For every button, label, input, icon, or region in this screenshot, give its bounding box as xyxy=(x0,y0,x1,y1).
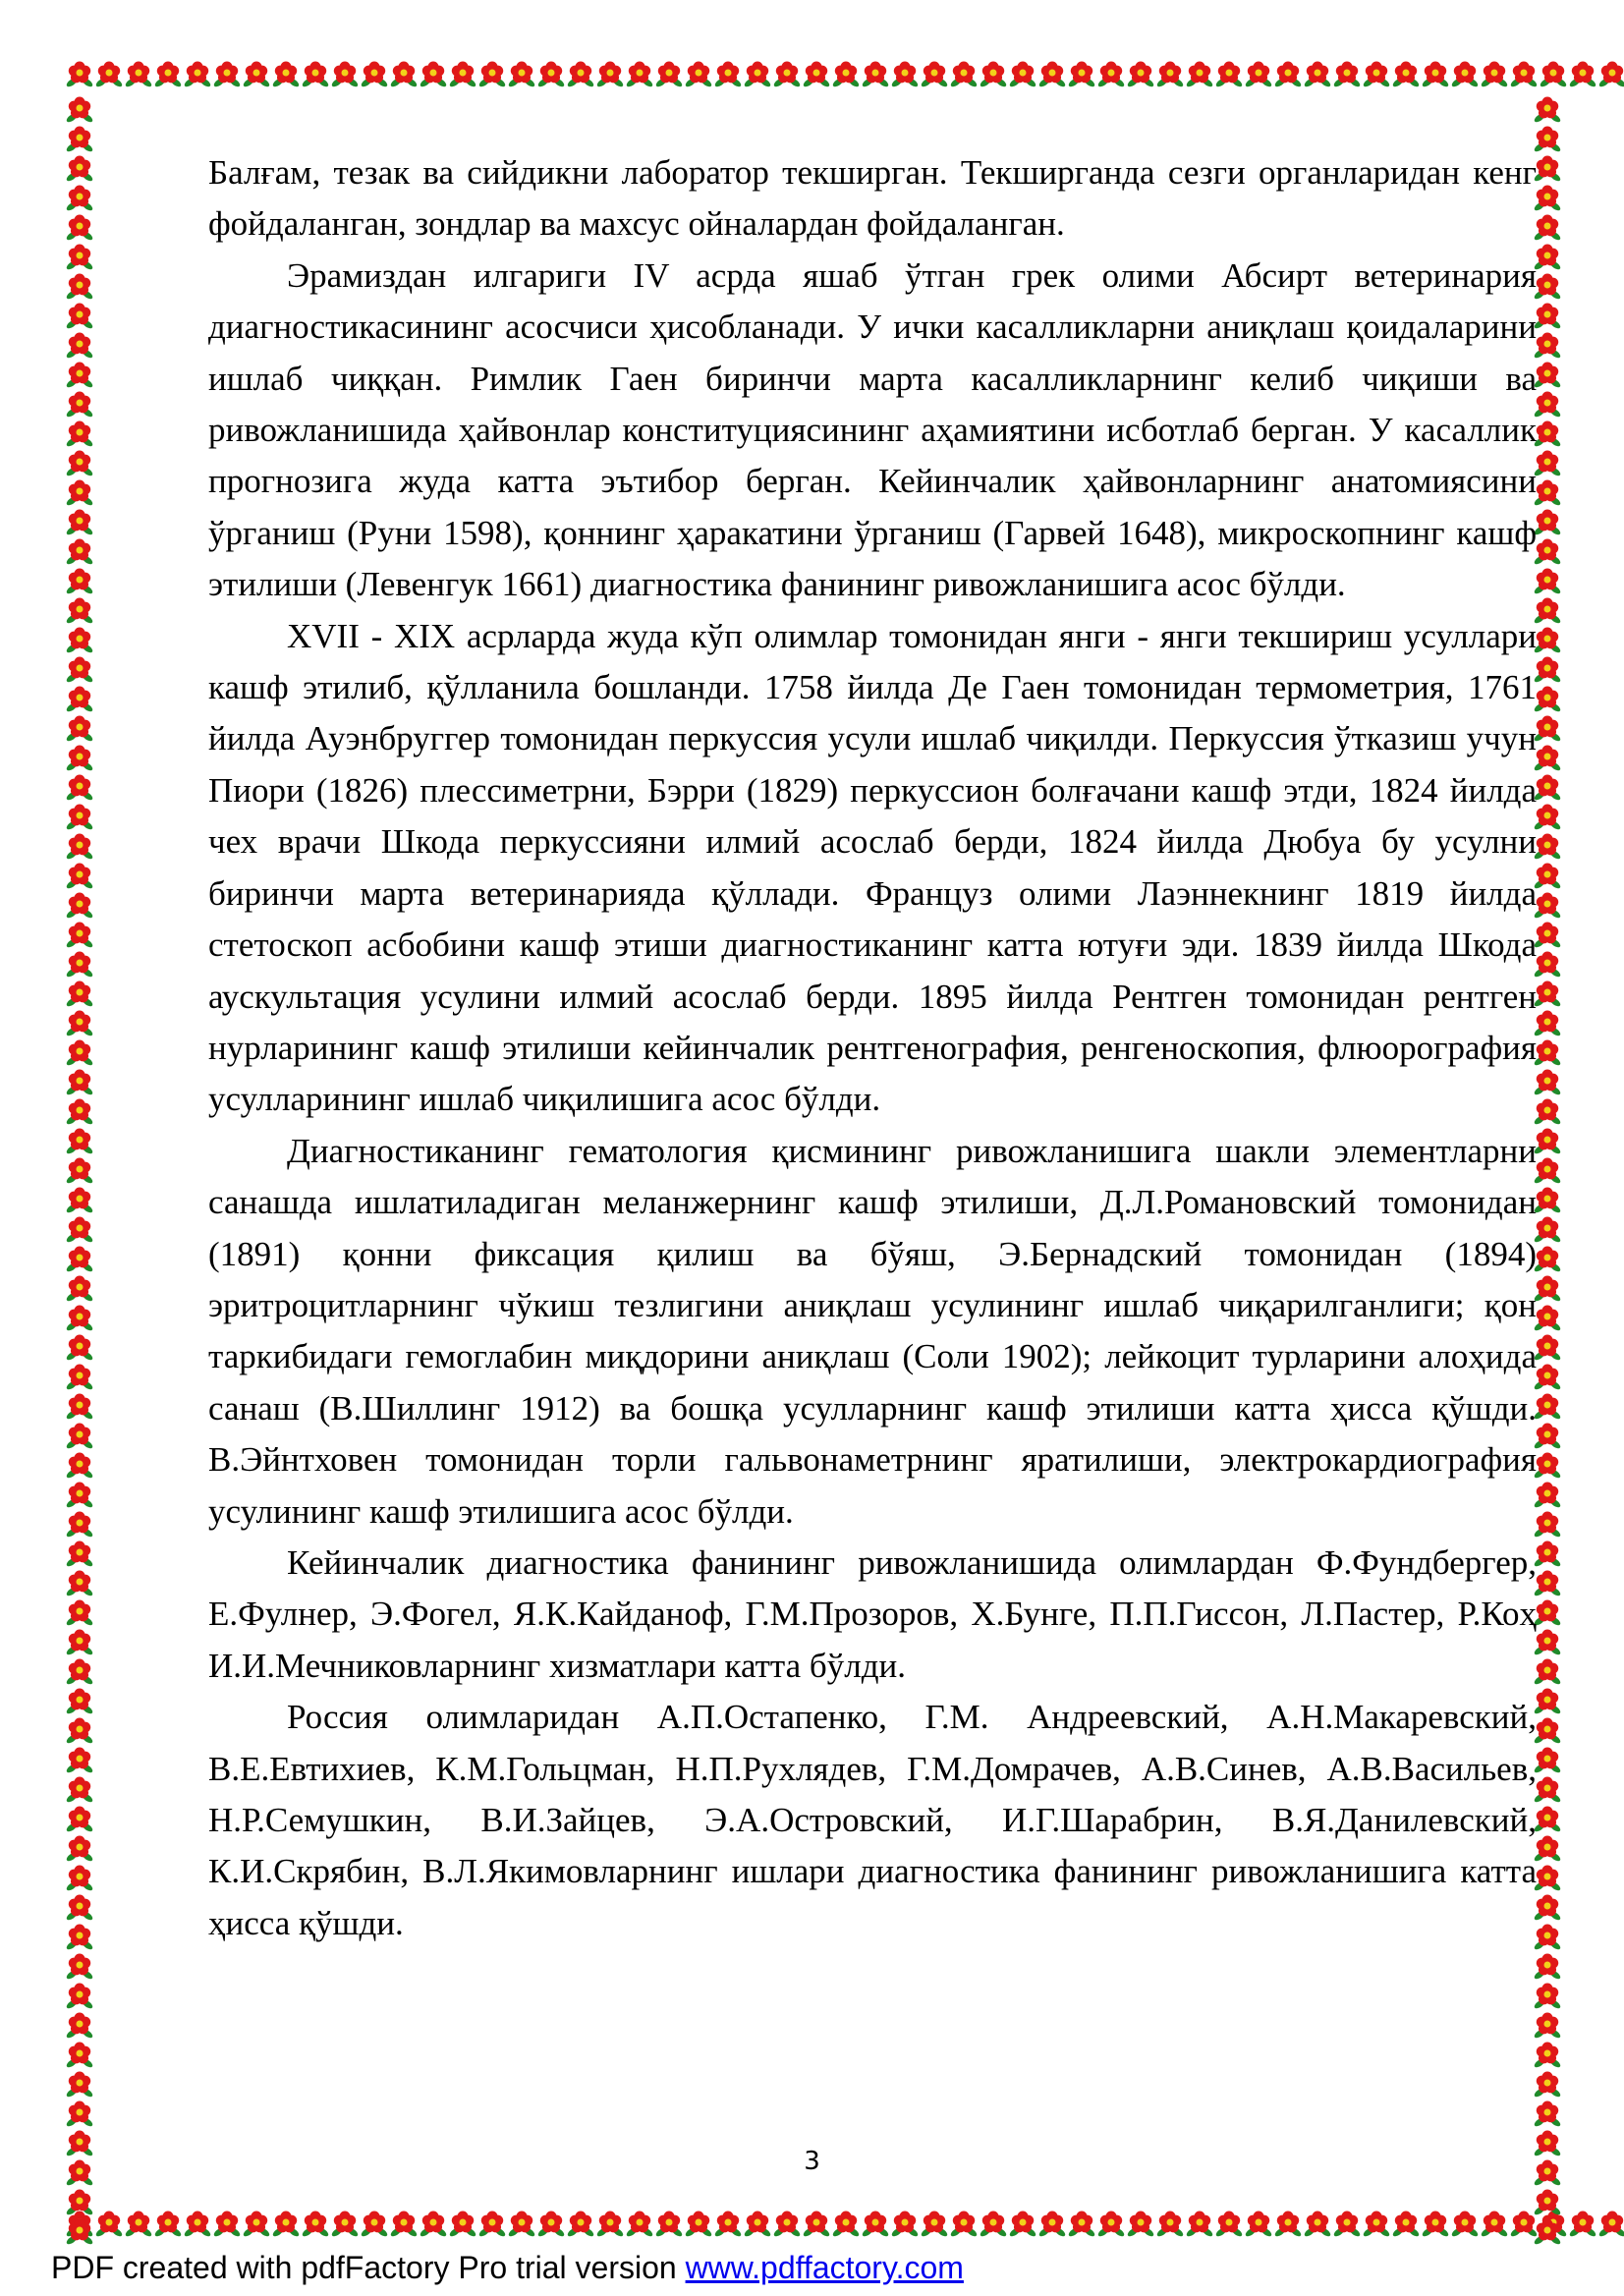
paragraph-5: Кейинчалик диагностика фанининг ривожланишида олимлардан Ф.Фундбергер, Е.Фулнер, Э.Фогел, Я.К.Кайданоф, Г.М.Прозоров, Х.Бунге, П.П.Гиссон, Л.Пастер, Р.Коҳ И.И.Мечниковларнинг хизматлари катта бўлди. xyxy=(208,1542,1537,1685)
red-flower-icon xyxy=(1533,1155,1562,1185)
red-flower-icon xyxy=(1244,2209,1273,2238)
red-flower-icon xyxy=(1533,153,1562,183)
red-flower-icon xyxy=(124,2209,153,2238)
red-flower-icon xyxy=(949,2209,979,2238)
red-flower-icon xyxy=(595,2209,625,2238)
red-flower-icon xyxy=(360,2209,389,2238)
red-flower-icon xyxy=(65,1037,94,1067)
red-flower-icon xyxy=(831,2209,861,2238)
red-flower-icon xyxy=(1568,2209,1597,2238)
red-flower-icon xyxy=(1533,2010,1562,2040)
red-flower-icon xyxy=(1303,59,1332,88)
red-flower-icon xyxy=(65,59,94,88)
red-flower-icon xyxy=(65,1863,94,1892)
red-flower-icon xyxy=(1533,772,1562,802)
red-flower-icon xyxy=(65,94,94,124)
red-flower-icon xyxy=(1533,477,1562,507)
red-flower-icon xyxy=(212,2209,242,2238)
red-flower-icon xyxy=(183,59,212,88)
red-flower-icon xyxy=(65,1421,94,1450)
red-flower-icon xyxy=(1533,448,1562,477)
red-flower-icon xyxy=(65,1362,94,1391)
red-flower-icon xyxy=(65,1892,94,1922)
red-flower-icon xyxy=(1533,2187,1562,2216)
red-flower-icon xyxy=(566,2209,595,2238)
red-flower-icon xyxy=(772,2209,802,2238)
red-flower-icon xyxy=(65,448,94,477)
red-flower-icon xyxy=(1008,2209,1037,2238)
red-flower-icon xyxy=(1533,713,1562,743)
red-flower-icon xyxy=(1533,1450,1562,1480)
red-flower-icon xyxy=(1533,301,1562,330)
red-flower-icon xyxy=(979,2209,1008,2238)
red-flower-icon xyxy=(65,212,94,242)
red-flower-icon xyxy=(1533,1568,1562,1597)
red-flower-icon xyxy=(1332,59,1362,88)
red-flower-icon xyxy=(1533,566,1562,595)
red-flower-icon xyxy=(1533,1244,1562,1273)
border-right xyxy=(1533,94,1568,2209)
red-flower-icon xyxy=(183,2209,212,2238)
red-flower-icon xyxy=(1533,124,1562,153)
red-flower-icon xyxy=(1273,2209,1303,2238)
red-flower-icon xyxy=(1533,861,1562,890)
red-flower-icon xyxy=(1533,1892,1562,1922)
red-flower-icon xyxy=(1533,2216,1562,2246)
red-flower-icon xyxy=(65,1745,94,1774)
red-flower-icon xyxy=(65,743,94,772)
red-flower-icon xyxy=(1533,183,1562,212)
red-flower-icon xyxy=(802,2209,831,2238)
red-flower-icon xyxy=(65,2216,94,2246)
red-flower-icon xyxy=(1533,2099,1562,2128)
red-flower-icon xyxy=(65,1273,94,1303)
red-flower-icon xyxy=(65,1774,94,1804)
red-flower-icon xyxy=(507,59,536,88)
border-top xyxy=(65,59,1568,94)
red-flower-icon xyxy=(1067,2209,1096,2238)
red-flower-icon xyxy=(65,802,94,831)
red-flower-icon xyxy=(743,2209,772,2238)
red-flower-icon xyxy=(301,2209,330,2238)
red-flower-icon xyxy=(65,389,94,419)
red-flower-icon xyxy=(65,1244,94,1273)
red-flower-icon xyxy=(65,1686,94,1715)
footer-text: PDF created with pdfFactory Pro trial version xyxy=(51,2250,686,2285)
red-flower-icon xyxy=(242,59,271,88)
red-flower-icon xyxy=(242,2209,271,2238)
red-flower-icon xyxy=(65,153,94,183)
red-flower-icon xyxy=(595,59,625,88)
red-flower-icon xyxy=(1533,1863,1562,1892)
red-flower-icon xyxy=(1533,979,1562,1008)
red-flower-icon xyxy=(949,59,979,88)
red-flower-icon xyxy=(65,301,94,330)
red-flower-icon xyxy=(65,1922,94,1951)
red-flower-icon xyxy=(1155,2209,1185,2238)
red-flower-icon xyxy=(743,59,772,88)
red-flower-icon xyxy=(65,1214,94,1244)
red-flower-icon xyxy=(1533,1686,1562,1715)
red-flower-icon xyxy=(1008,59,1037,88)
red-flower-icon xyxy=(1533,1096,1562,1126)
paragraph-6: Россия олимларидан А.П.Остапенко, Г.М. Андреевский, А.Н.Макаревский, В.Е.Евтихиев, К.М.Гольцман, Н.П.Рухлядев, Г.М.Домрачев, А.В.Синев, А.В.Васильев, Н.Р.Семушкин, В.И.Зайцев, Э.А.Островский, И.Г.Шарабрин, В.Я.Данилевский, К.И.Скрябин, В.Л.Якимовларнинг ишлари диагностика фанининг ривожланишига катта ҳисса қўшди. xyxy=(208,1698,1537,1942)
red-flower-icon xyxy=(1362,59,1391,88)
red-flower-icon xyxy=(1533,2040,1562,2069)
paragraph-1: Балғам, тезак ва сийдикни лаборатор текширган. Текширганда сезги органларидан кенг фойдаланган, зондлар ва махсус ойналардан фойдаланган. xyxy=(208,153,1537,244)
red-flower-icon xyxy=(1362,2209,1391,2238)
red-flower-icon xyxy=(65,1185,94,1214)
red-flower-icon xyxy=(65,772,94,802)
red-flower-icon xyxy=(566,59,595,88)
red-flower-icon xyxy=(65,330,94,360)
red-flower-icon xyxy=(979,59,1008,88)
red-flower-icon xyxy=(1533,1273,1562,1303)
red-flower-icon xyxy=(65,920,94,949)
red-flower-icon xyxy=(389,59,419,88)
red-flower-icon xyxy=(153,2209,183,2238)
red-flower-icon xyxy=(124,59,153,88)
red-flower-icon xyxy=(1533,1804,1562,1833)
red-flower-icon xyxy=(65,124,94,153)
red-flower-icon xyxy=(65,1126,94,1155)
red-flower-icon xyxy=(419,2209,448,2238)
red-flower-icon xyxy=(271,2209,301,2238)
red-flower-icon xyxy=(65,1981,94,2010)
red-flower-icon xyxy=(1533,654,1562,684)
red-flower-icon xyxy=(65,1480,94,1509)
red-flower-icon xyxy=(1533,949,1562,979)
red-flower-icon xyxy=(65,1509,94,1539)
red-flower-icon xyxy=(1509,59,1539,88)
red-flower-icon xyxy=(1533,595,1562,625)
red-flower-icon xyxy=(861,59,890,88)
red-flower-icon xyxy=(1155,59,1185,88)
red-flower-icon xyxy=(65,1539,94,1568)
red-flower-icon xyxy=(65,625,94,654)
red-flower-icon xyxy=(1533,1745,1562,1774)
red-flower-icon xyxy=(1533,1774,1562,1804)
red-flower-icon xyxy=(654,59,684,88)
red-flower-icon xyxy=(65,861,94,890)
red-flower-icon xyxy=(1533,389,1562,419)
red-flower-icon xyxy=(1533,212,1562,242)
paragraph-4: Диагностиканинг гематология қисмининг ривожланишига шакли элементларни санашда ишлатиладиган меланжернинг кашф этилиши, Д.Л.Романовский томонидан (1891) қонни фиксация қилиш ва бўяш, Э.Бернадский томонидан (1894) эритроцитларнинг чўкиш тезлигини аниқлаш усулининг ишлаб чиқарилганлиги; қон таркибидаги гемоглабин миқдорини аниқлаш (Соли 1902); лейкоцит турларини алоҳида санаш (В.Шиллинг 1912) ва бошқа усулларнинг кашф этилиши катта ҳисса қўшди. В.Эйнтховен томонидан торли гальвонаметрнинг яратилиши, электрокардиография усулининг кашф этилишига асос бўлди. xyxy=(208,1131,1537,1531)
red-flower-icon xyxy=(65,1067,94,1096)
pdf-footer xyxy=(51,2250,964,2286)
red-flower-icon xyxy=(684,2209,713,2238)
red-flower-icon xyxy=(65,713,94,743)
red-flower-icon xyxy=(65,2069,94,2099)
red-flower-icon xyxy=(65,242,94,271)
red-flower-icon xyxy=(1533,94,1562,124)
red-flower-icon xyxy=(65,654,94,684)
red-flower-icon xyxy=(1533,2069,1562,2099)
red-flower-icon xyxy=(1126,59,1155,88)
red-flower-icon xyxy=(477,2209,507,2238)
red-flower-icon xyxy=(65,1833,94,1863)
red-flower-icon xyxy=(1533,1922,1562,1951)
red-flower-icon xyxy=(65,2010,94,2040)
red-flower-icon xyxy=(1533,684,1562,713)
red-flower-icon xyxy=(65,419,94,448)
red-flower-icon xyxy=(1533,1951,1562,1981)
red-flower-icon xyxy=(713,2209,743,2238)
page-number: 3 xyxy=(804,2147,820,2176)
red-flower-icon xyxy=(1533,419,1562,448)
red-flower-icon xyxy=(271,59,301,88)
red-flower-icon xyxy=(65,890,94,920)
red-flower-icon xyxy=(1597,2209,1624,2238)
red-flower-icon xyxy=(212,59,242,88)
red-flower-icon xyxy=(1303,2209,1332,2238)
red-flower-icon xyxy=(1533,271,1562,301)
red-flower-icon xyxy=(65,1450,94,1480)
red-flower-icon xyxy=(94,2209,124,2238)
red-flower-icon xyxy=(360,59,389,88)
red-flower-icon xyxy=(1533,1185,1562,1214)
red-flower-icon xyxy=(65,1008,94,1037)
red-flower-icon xyxy=(477,59,507,88)
red-flower-icon xyxy=(1244,59,1273,88)
red-flower-icon xyxy=(65,360,94,389)
red-flower-icon xyxy=(1533,1480,1562,1509)
red-flower-icon xyxy=(330,59,360,88)
red-flower-icon xyxy=(1067,59,1096,88)
red-flower-icon xyxy=(65,507,94,536)
border-bottom xyxy=(65,2209,1568,2244)
red-flower-icon xyxy=(65,566,94,595)
red-flower-icon xyxy=(1096,59,1126,88)
red-flower-icon xyxy=(772,59,802,88)
red-flower-icon xyxy=(1539,59,1568,88)
red-flower-icon xyxy=(1533,1656,1562,1686)
red-flower-icon xyxy=(1533,1833,1562,1863)
red-flower-icon xyxy=(65,271,94,301)
red-flower-icon xyxy=(1533,1539,1562,1568)
red-flower-icon xyxy=(1533,242,1562,271)
red-flower-icon xyxy=(1533,1214,1562,1244)
red-flower-icon xyxy=(1597,59,1624,88)
red-flower-icon xyxy=(389,2209,419,2238)
red-flower-icon xyxy=(684,59,713,88)
red-flower-icon xyxy=(65,979,94,1008)
red-flower-icon xyxy=(1450,2209,1480,2238)
red-flower-icon xyxy=(1185,2209,1214,2238)
red-flower-icon xyxy=(920,59,949,88)
red-flower-icon xyxy=(65,684,94,713)
red-flower-icon xyxy=(1332,2209,1362,2238)
red-flower-icon xyxy=(65,595,94,625)
red-flower-icon xyxy=(1533,1008,1562,1037)
red-flower-icon xyxy=(625,59,654,88)
red-flower-icon xyxy=(1391,2209,1421,2238)
red-flower-icon xyxy=(65,1627,94,1656)
red-flower-icon xyxy=(861,2209,890,2238)
red-flower-icon xyxy=(831,59,861,88)
red-flower-icon xyxy=(65,1597,94,1627)
red-flower-icon xyxy=(1533,360,1562,389)
red-flower-icon xyxy=(65,183,94,212)
red-flower-icon xyxy=(802,59,831,88)
red-flower-icon xyxy=(1533,1362,1562,1391)
red-flower-icon xyxy=(1450,59,1480,88)
red-flower-icon xyxy=(65,831,94,861)
red-flower-icon xyxy=(1533,1391,1562,1421)
red-flower-icon xyxy=(301,59,330,88)
red-flower-icon xyxy=(65,1568,94,1597)
red-flower-icon xyxy=(65,477,94,507)
red-flower-icon xyxy=(65,1155,94,1185)
red-flower-icon xyxy=(448,2209,477,2238)
red-flower-icon xyxy=(1533,1981,1562,2010)
red-flower-icon xyxy=(1533,1037,1562,1067)
red-flower-icon xyxy=(65,2040,94,2069)
red-flower-icon xyxy=(1037,2209,1067,2238)
red-flower-icon xyxy=(654,2209,684,2238)
red-flower-icon xyxy=(65,1391,94,1421)
red-flower-icon xyxy=(1391,59,1421,88)
red-flower-icon xyxy=(65,1951,94,1981)
red-flower-icon xyxy=(1533,1509,1562,1539)
red-flower-icon xyxy=(507,2209,536,2238)
red-flower-icon xyxy=(1533,743,1562,772)
red-flower-icon xyxy=(1421,2209,1450,2238)
footer-link[interactable]: www.pdffactory.com xyxy=(685,2250,964,2285)
red-flower-icon xyxy=(1533,507,1562,536)
red-flower-icon xyxy=(1185,59,1214,88)
page-body xyxy=(208,147,1537,1949)
red-flower-icon xyxy=(1533,890,1562,920)
red-flower-icon xyxy=(65,1715,94,1745)
red-flower-icon xyxy=(1533,1421,1562,1450)
red-flower-icon xyxy=(1533,625,1562,654)
red-flower-icon xyxy=(1533,1627,1562,1656)
red-flower-icon xyxy=(625,2209,654,2238)
red-flower-icon xyxy=(1533,1126,1562,1155)
red-flower-icon xyxy=(65,949,94,979)
red-flower-icon xyxy=(536,2209,566,2238)
red-flower-icon xyxy=(536,59,566,88)
red-flower-icon xyxy=(448,59,477,88)
red-flower-icon xyxy=(920,2209,949,2238)
red-flower-icon xyxy=(1533,1597,1562,1627)
red-flower-icon xyxy=(330,2209,360,2238)
red-flower-icon xyxy=(1533,1715,1562,1745)
red-flower-icon xyxy=(419,59,448,88)
red-flower-icon xyxy=(65,1096,94,1126)
red-flower-icon xyxy=(1533,1303,1562,1332)
red-flower-icon xyxy=(1480,59,1509,88)
paragraph-3: XVII - XIX асрларда жуда кўп олимлар томонидан янги - янги текшириш усуллари кашф этилиб, қўлланила бошланди. 1758 йилда Де Гаен томонидан термометрия, 1761 йилда Ауэнбруггер томонидан перкуссия усули ишлаб чиқилди. Перкуссия ўтказиш учун Пиори (1826) плессиметрни, Бэрри (1829) перкуссион болғачани кашф этди, 1824 йилда чех врачи Шкода перкуссияни илмий асослаб берди, 1824 йилда Дюбуа бу усулни биринчи марта ветеринарияда қўллади. Француз олими Лаэннекнинг 1819 йилда стетоскоп асбобини кашф этиши диагностиканинг катта ютуғи эди. 1839 йилда Шкода аускультация усулини илмий асослаб берди. 1895 йилда Рентген томонидан рентген нурларининг кашф этилиши кейинчалик рентгенография, ренгеноскопия, флюорография усулларининг ишлаб чиқилишига асос бўлди. xyxy=(208,616,1537,1119)
border-left xyxy=(65,94,100,2209)
red-flower-icon xyxy=(65,1332,94,1362)
red-flower-icon xyxy=(1568,59,1597,88)
red-flower-icon xyxy=(1273,59,1303,88)
red-flower-icon xyxy=(1533,831,1562,861)
red-flower-icon xyxy=(1533,1332,1562,1362)
red-flower-icon xyxy=(1037,59,1067,88)
red-flower-icon xyxy=(1480,2209,1509,2238)
red-flower-icon xyxy=(65,2099,94,2128)
red-flower-icon xyxy=(1126,2209,1155,2238)
red-flower-icon xyxy=(1533,536,1562,566)
paragraph-2: Эрамиздан илгариги IV асрда яшаб ўтган грек олими Абсирт ветеринария диагностикасининг асосчиси ҳисобланади. У ички касалликларни аниқлаш қоидаларини ишлаб чиққан. Римлик Гаен биринчи марта касалликларнинг келиб чиқиши ва ривожланишида ҳайвонлар конституциясининг аҳамиятини исботлаб берган. У касаллик прогнозига жуда катта эътибор берган. Кейинчалик ҳайвонларнинг анатомиясини ўрганиш (Руни 1598), қоннинг ҳаракатини ўрганиш (Гарвей 1648), микроскопнинг кашф этилиши (Левенгук 1661) диагностика фанининг ривожланишига асос бўлди. xyxy=(208,255,1537,604)
red-flower-icon xyxy=(1096,2209,1126,2238)
red-flower-icon xyxy=(1533,920,1562,949)
red-flower-icon xyxy=(65,2187,94,2216)
red-flower-icon xyxy=(1214,2209,1244,2238)
red-flower-icon xyxy=(1533,802,1562,831)
red-flower-icon xyxy=(713,59,743,88)
red-flower-icon xyxy=(65,1656,94,1686)
red-flower-icon xyxy=(1533,330,1562,360)
red-flower-icon xyxy=(65,1804,94,1833)
red-flower-icon xyxy=(94,59,124,88)
red-flower-icon xyxy=(890,59,920,88)
red-flower-icon xyxy=(153,59,183,88)
red-flower-icon xyxy=(890,2209,920,2238)
red-flower-icon xyxy=(65,1303,94,1332)
red-flower-icon xyxy=(1533,1067,1562,1096)
red-flower-icon xyxy=(1214,59,1244,88)
red-flower-icon xyxy=(65,536,94,566)
red-flower-icon xyxy=(1421,59,1450,88)
